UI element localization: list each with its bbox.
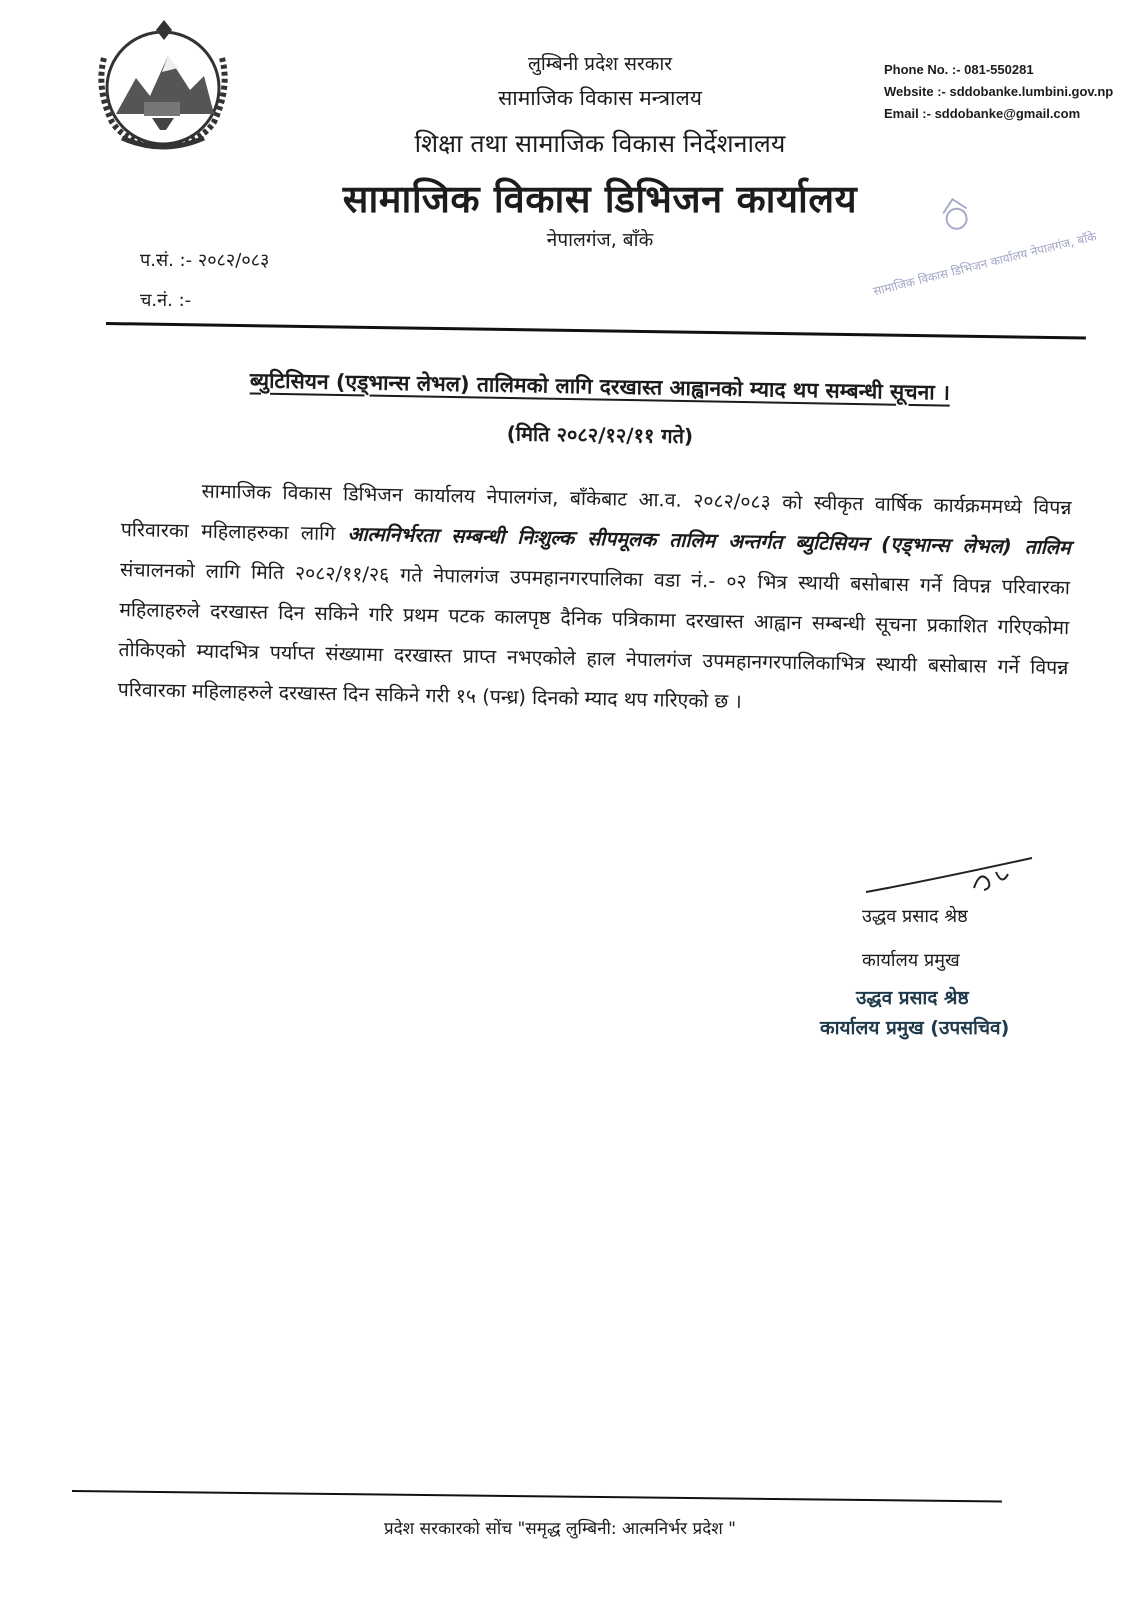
- header-location: नेपालगंज, बाँके: [546, 229, 654, 251]
- notice-date: (मिति २०८२/१२/११ गते): [506, 421, 694, 449]
- notice-body: [117, 470, 1071, 728]
- notice-paragraph: [117, 470, 1071, 728]
- footer-slogan: प्रदेश सरकारको सोंच "समृद्ध लुम्बिनी: आत्मनिर्भर प्रदेश ": [383, 1519, 737, 1539]
- body-text-1: सामाजिक विकास डिभिजन कार्यालय नेपालगंज, बाँकेबाट आ.व. २०८२/०८३ को स्वीकृत वार्षिक कार्यक्रममध्ये विपन्न परिवारका महिलाहरुका लागि: [120, 479, 1072, 546]
- contact-phone: Phone No. :- 081-550281: [884, 62, 1034, 77]
- notice-subject-text: ब्युटिसियन (एड्भान्स लेभल) तालिमको लागि दरखास्त आह्वानको म्याद थप सम्बन्धी सूचना ।: [249, 368, 951, 405]
- header-directorate: शिक्षा तथा सामाजिक विकास निर्देशनालय: [414, 129, 786, 158]
- signatory-name: उद्धव प्रसाद श्रेष्ठ: [862, 906, 968, 927]
- signatory-seal: [818, 984, 1058, 1048]
- footer-divider: [72, 1490, 1002, 1503]
- nepal-emblem-icon: [86, 18, 240, 156]
- seal-designation: कार्यालय प्रमुख (उपसचिव): [820, 1017, 1010, 1039]
- header-ministry: सामाजिक विकास मन्त्रालय: [498, 86, 702, 110]
- body-text-2: संचालनको लागि मिति २०८२/११/२६ गते नेपालगंज उपमहानगरपालिका वडा नं.- ०२ भित्र स्थायी बसोबास गर्ने विपन्न परिवारका महिलाहरुले दरखास्त दिन सकिने गरि प्रथम पटक कालपृष्ठ दैनिक पत्रिकामा दरखास्त आह्वान सम्बन्धी सूचना प्रकाशित गरिएकोमा तोकिएको म्यादभित्र पर्याप्त संख्यामा दरखास्त प्राप्त नभएकोले हाल नेपालगंज उपमहानगरपालिकाभित्र स्थायी बसोबास गर्ने विपन्न परिवारका महिलाहरुले दरखास्त दिन सकिने गरी १५ (पन्ध्र) दिनको म्याद थप गरिएको छ ।: [117, 557, 1071, 713]
- body-emphasis: आत्मनिर्भरता सम्बन्धी निःशुल्क सीपमूलक तालिम अन्तर्गत ब्युटिसियन (एड्भान्स लेभल) तालिम: [347, 522, 1071, 560]
- header-office-name: सामाजिक विकास डिभिजन कार्यालय: [342, 177, 858, 221]
- seal-name: उद्धव प्रसाद श्रेष्ठ: [856, 987, 969, 1009]
- notice-subject: [110, 364, 1090, 409]
- contact-website: Website :- sddobanke.lumbini.gov.np: [884, 84, 1114, 99]
- office-stamp-icon: [871, 186, 1098, 336]
- signature-icon: [862, 852, 1042, 912]
- header-government: लुम्बिनी प्रदेश सरकार: [527, 53, 673, 75]
- stamp-text: सामाजिक विकास डिभिजन कार्यालय नेपालगंज, बाँके: [871, 229, 1098, 299]
- dispatch-number: च.नं. :-: [140, 290, 192, 311]
- reference-number: प.सं. :- २०८२/०८३: [140, 250, 270, 271]
- contact-email: Email :- sddobanke@gmail.com: [884, 106, 1081, 121]
- signatory-designation: कार्यालय प्रमुख: [862, 950, 960, 971]
